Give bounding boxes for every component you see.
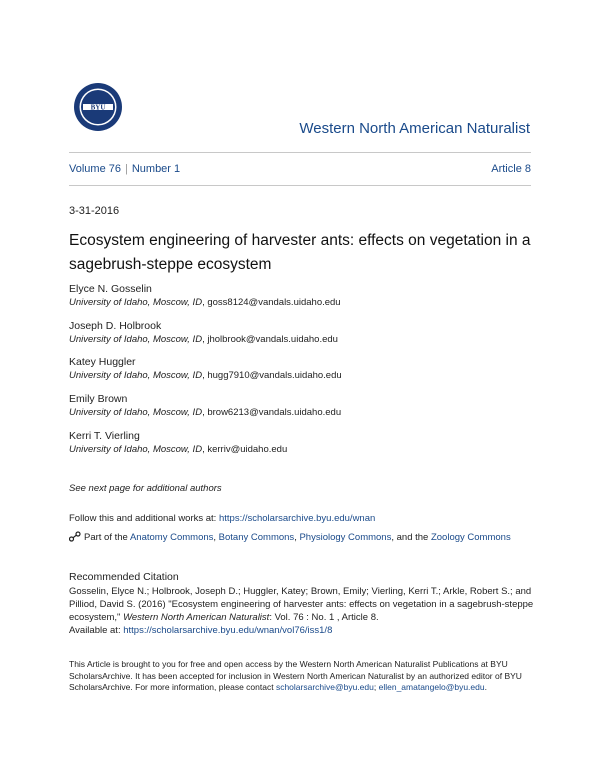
author-entry: Joseph D. Holbrook University of Idaho, Moscow, ID, jholbrook@vandals.uidaho.edu [69,320,338,345]
citation-text: Gosselin, Elyce N.; Holbrook, Joseph D.; Huggler, Katey; Brown, Emily; Vierling, Kerri T.; Arkle, Robert S.; and Pilliod, David S. (2016) "Ecosystem engineering of harvester ants: effects on vegetation in a sagebrush-steppe ecosystem," [69,586,534,623]
author-affiliation: University of Idaho, Moscow, ID [69,370,203,381]
journal-title[interactable]: Western North American Naturalist [299,120,530,137]
author-entry: Emily Brown University of Idaho, Moscow, ID, brow6213@vandals.uidaho.edu [69,393,342,418]
logo-text: BYU [90,103,106,112]
author-name: Emily Brown [69,393,128,405]
author-email[interactable]: hugg7910@vandals.uidaho.edu [207,370,342,381]
publication-date: 3-31-2016 [69,205,120,217]
author-entry: Katey Huggler University of Idaho, Moscow, ID, hugg7910@vandals.uidaho.edu [69,356,342,381]
access-notice-text: This Article is brought to you for free and open access by the Western North American Naturalist Publications at BYU ScholarsArchive. It has been accepted for inclusion in Western North American Naturalist by an authorized editor of BYU ScholarsArchive. For more information, please contact [69,659,522,692]
author-name: Elyce N. Gosselin [69,283,152,295]
follow-prefix: Follow this and additional works at: [69,513,217,524]
recommended-citation-body [69,585,534,637]
access-notice: This Article is brought to you for free and open access by the Western North American Naturalist Publications at BYU ScholarsArchive. It has been accepted for inclusion in Western North American Naturalist by an authorized editor of BYU ScholarsArchive. For more information, please contact scholarsarchive@byu.edu; ellen_amatangelo@byu.edu. [69,659,522,692]
author-name: Katey Huggler [69,356,136,368]
article-link[interactable]: Article 8 [491,163,531,175]
issue-row: Volume 76 | Number 1 Article 8 [69,163,531,175]
and-the-text: , and the [391,532,429,543]
divider [69,185,531,186]
author-entry: Kerri T. Vierling University of Idaho, Moscow, ID, kerriv@uidaho.edu [69,430,288,455]
author-affiliation: University of Idaho, Moscow, ID [69,297,203,308]
volume-link[interactable]: Volume 76 [69,163,121,175]
author-name: Joseph D. Holbrook [69,320,162,332]
citation-journal: Western North American Naturalist [123,612,270,623]
author-affiliation: University of Idaho, Moscow, ID [69,407,203,418]
author-entry: Elyce N. Gosselin University of Idaho, Moscow, ID, goss8124@vandals.uidaho.edu [69,283,341,308]
author-affiliation: University of Idaho, Moscow, ID [69,334,203,345]
zoology-commons-link[interactable]: Zoology Commons [430,532,511,543]
recommended-citation-heading: Recommended Citation [69,571,179,583]
author-affiliation: University of Idaho, Moscow, ID [69,444,203,455]
contact-email-link[interactable]: scholarsarchive@byu.edu [275,682,374,692]
article-title: Ecosystem engineering of harvester ants: effects on vegetation in a sagebrush-steppe ecosystem [69,232,531,273]
follow-line [69,513,375,524]
botany-commons-link[interactable]: Botany Commons [218,532,295,543]
divider [69,152,531,153]
citation-details: : Vol. 76 : No. 1 , Article 8. [269,612,379,623]
contact-email-link-2[interactable]: ellen_amatangelo@byu.edu [378,682,485,692]
available-prefix: Available at: [69,625,121,636]
citation-url-link[interactable]: https://scholarsarchive.byu.edu/wnan/vol76/iss1/8 [123,625,333,636]
commons-network-icon [69,531,81,545]
part-of-prefix: Part of the [84,532,128,543]
follow-link[interactable]: https://scholarsarchive.byu.edu/wnan [218,513,376,524]
author-email[interactable]: goss8124@vandals.uidaho.edu [207,297,341,308]
author-name: Kerri T. Vierling [69,430,140,442]
number-link[interactable]: Number 1 [131,163,181,175]
author-email[interactable]: jholbrook@vandals.uidaho.edu [207,334,338,345]
anatomy-commons-link[interactable]: Anatomy Commons [129,532,214,543]
part-of-line: Part of the Anatomy Commons, Botany Commons, Physiology Commons, and the Zoology Commons [69,531,511,545]
byu-seal-logo [73,82,123,132]
see-next-page-note: See next page for additional authors [69,483,222,494]
physiology-commons-link[interactable]: Physiology Commons [299,532,392,543]
author-email[interactable]: kerriv@uidaho.edu [207,444,288,455]
author-email[interactable]: brow6213@vandals.uidaho.edu [207,407,342,418]
